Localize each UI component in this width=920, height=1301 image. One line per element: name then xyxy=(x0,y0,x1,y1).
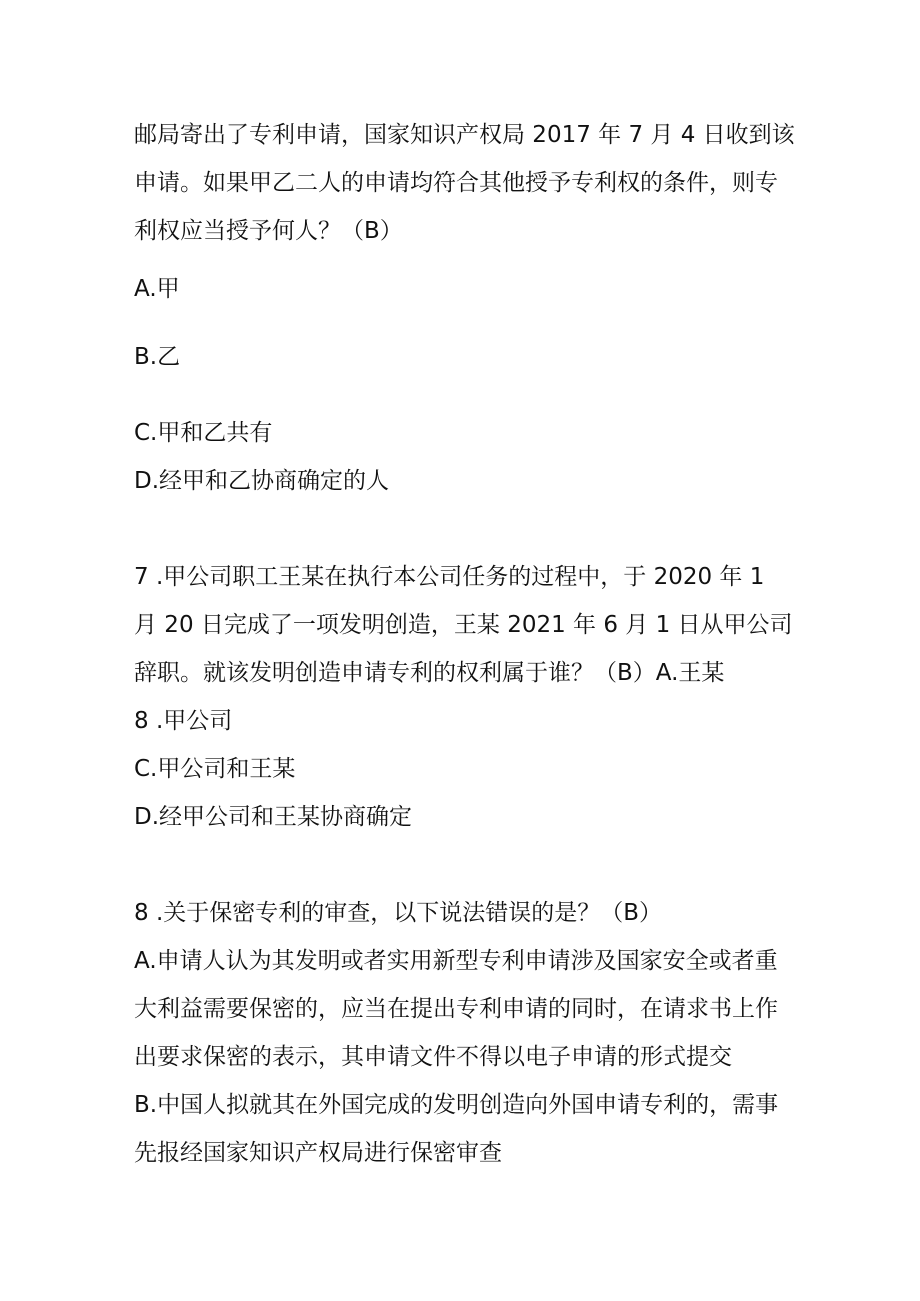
question-6-stem-line-1: 邮局寄出了专利申请，国家知识产权局 2017 年 7 月 4 日收到该 xyxy=(134,122,795,148)
question-7-stem-line-3: 辞职。就该发明创造申请专利的权利属于谁？（B）A.王某 xyxy=(134,660,725,686)
question-6-option-d: D.经甲和乙协商确定的人 xyxy=(134,468,390,494)
question-6-option-c: C.甲和乙共有 xyxy=(134,420,273,446)
question-8-option-a-line-3: 出要求保密的表示，其申请文件不得以电子申请的形式提交 xyxy=(134,1044,732,1070)
question-8-option-b-line-1: B.中国人拟就其在外国完成的发明创造向外国申请专利的，需事 xyxy=(134,1092,779,1118)
question-7-option-c: C.甲公司和王某 xyxy=(134,756,296,782)
question-8-option-b-line-2: 先报经国家知识产权局进行保密审查 xyxy=(134,1140,502,1166)
question-7-option-b: 8 .甲公司 xyxy=(134,708,233,734)
question-7-option-d: D.经甲公司和王某协商确定 xyxy=(134,804,413,830)
question-8-option-a-line-1: A.申请人认为其发明或者实用新型专利申请涉及国家安全或者重 xyxy=(134,948,778,974)
question-7-stem-line-1: 7 .甲公司职工王某在执行本公司任务的过程中，于 2020 年 1 xyxy=(134,564,765,590)
question-6-option-a: A.甲 xyxy=(134,276,180,302)
question-6-option-b: B.乙 xyxy=(134,344,181,370)
question-6-stem-line-3: 利权应当授予何人？（B） xyxy=(134,218,403,244)
question-8-stem: 8 .关于保密专利的审查，以下说法错误的是？（B） xyxy=(134,900,663,926)
question-8-option-a-line-2: 大利益需要保密的，应当在提出专利申请的同时，在请求书上作 xyxy=(134,996,778,1022)
question-7-stem-line-2: 月 20 日完成了一项发明创造，王某 2021 年 6 月 1 日从甲公司 xyxy=(134,612,793,638)
question-6-stem-line-2: 申请。如果甲乙二人的申请均符合其他授予专利权的条件，则专 xyxy=(134,170,778,196)
